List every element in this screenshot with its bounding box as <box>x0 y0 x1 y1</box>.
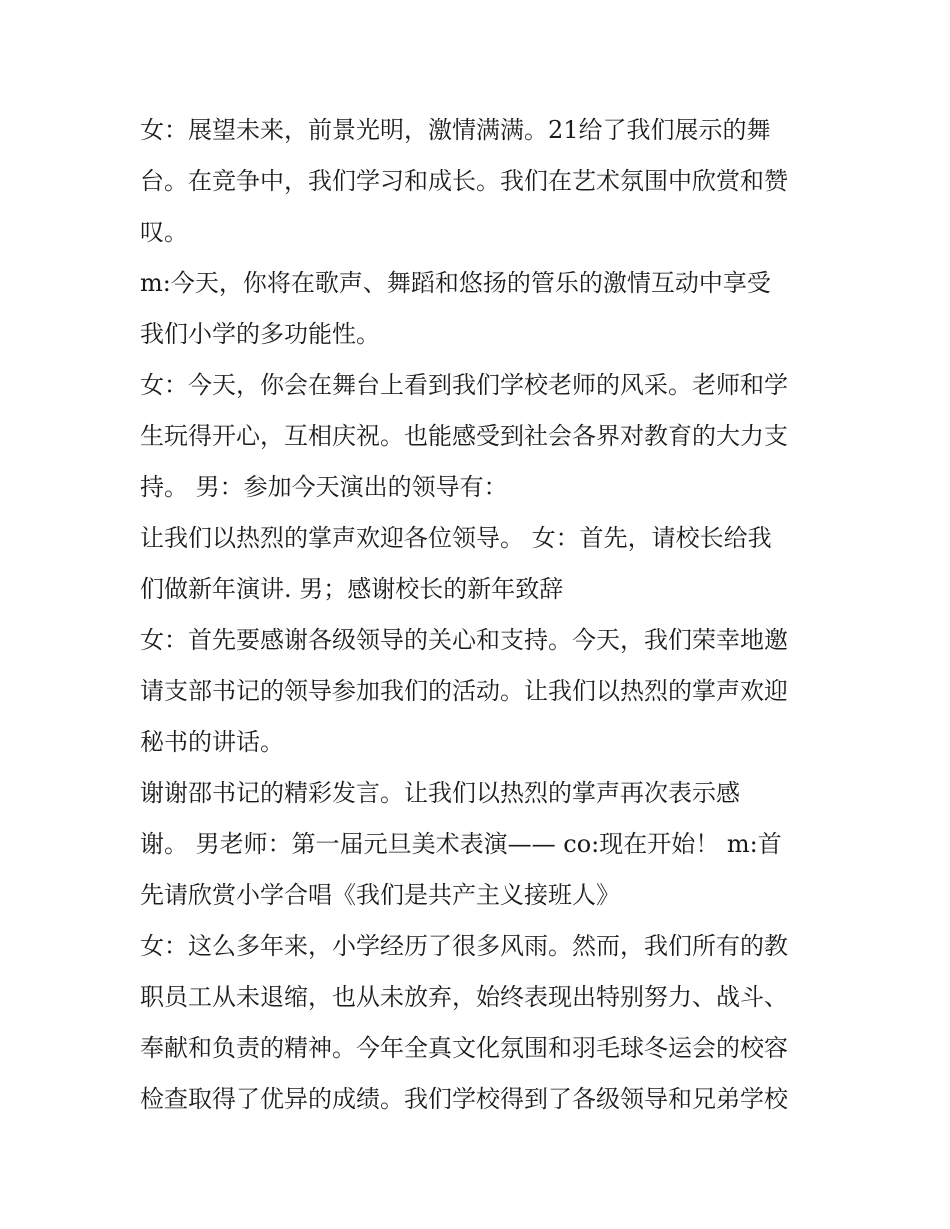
text-line: 检查取得了优异的成绩。我们学校得到了各级领导和兄弟学校 <box>140 1085 788 1113</box>
text-line: 谢。 男老师：第一届元旦美术表演—— co:现在开始！ m:首 <box>140 830 782 858</box>
text-line: 台。在竞争中，我们学习和成长。我们在艺术氛围中欣赏和赞 <box>140 167 788 195</box>
text-line: 女：首先要感谢各级领导的关心和支持。今天，我们荣幸地邀 <box>140 626 788 654</box>
text-line: 先请欣赏小学合唱《我们是共产主义接班人》 <box>140 881 620 909</box>
text-line: 职员工从未退缩，也从未放弃，始终表现出特别努力、战斗、 <box>140 983 788 1011</box>
text-line: 生玩得开心，互相庆祝。也能感受到社会各界对教育的大力支 <box>140 422 788 450</box>
text-line: 持。 男：参加今天演出的领导有： <box>140 473 508 501</box>
text-line: 秘书的讲话。 <box>140 728 284 756</box>
text-line: 让我们以热烈的掌声欢迎各位领导。 女：首先，请校长给我 <box>140 524 772 552</box>
text-line: 女：这么多年来，小学经历了很多风雨。然而，我们所有的教 <box>140 932 788 960</box>
text-line: 我们小学的多功能性。 <box>140 320 380 348</box>
text-line: 们做新年演讲. 男；感谢校长的新年致辞 <box>140 575 564 603</box>
text-line: 请支部书记的领导参加我们的活动。让我们以热烈的掌声欢迎 <box>140 677 788 705</box>
text-line: m:今天，你将在歌声、舞蹈和悠扬的管乐的激情互动中享受 <box>140 269 771 297</box>
text-line: 女：展望未来，前景光明，激情满满。21给了我们展示的舞 <box>140 116 771 144</box>
document-body <box>140 108 820 1128</box>
text-line: 女：今天，你会在舞台上看到我们学校老师的风采。老师和学 <box>140 371 788 399</box>
text-line: 谢谢邵书记的精彩发言。让我们以热烈的掌声再次表示感 <box>140 779 740 807</box>
text-line: 奉献和负责的精神。今年全真文化氛围和羽毛球冬运会的校容 <box>140 1034 788 1062</box>
text-line: 叹。 <box>140 218 188 246</box>
